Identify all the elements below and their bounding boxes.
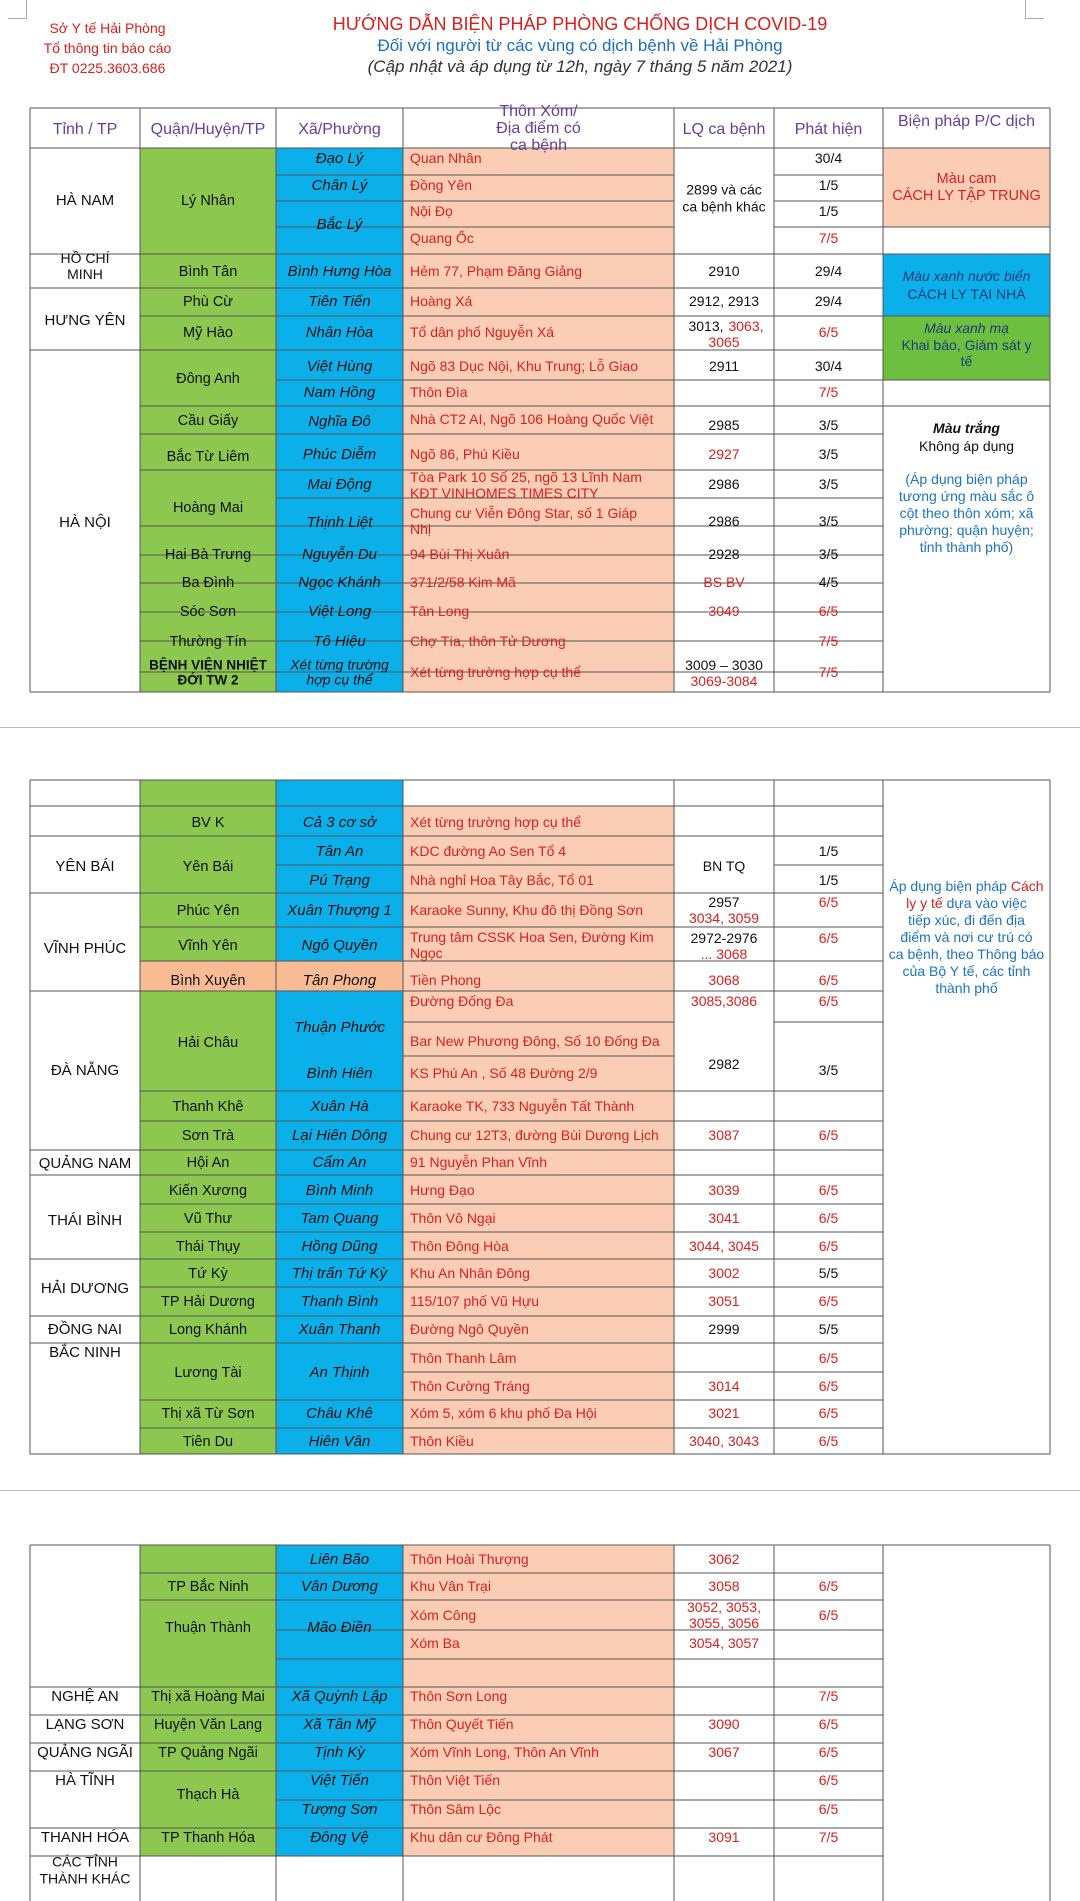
place-name: Nhà CT2 AI, Ngõ 106 Hoàng Quốc Việt: [410, 411, 654, 427]
case-ref: 3087: [708, 1127, 740, 1143]
district-name: Đông Anh: [176, 371, 240, 387]
place-name: KDC đường Ao Sen Tổ 4: [410, 843, 567, 859]
ward-name: Cả 3 cơ sở: [302, 814, 377, 831]
case-ref: 3052, 3053,: [687, 1599, 761, 1615]
province-name: ĐỒNG NAI: [47, 1321, 123, 1338]
ward-name: Tiên Tiến: [308, 293, 371, 310]
place-name: Đường Đống Đa: [410, 993, 514, 1009]
province-name: CÁC TỈNH THÀNH KHÁC: [39, 1853, 131, 1887]
detection-date: 6/5: [818, 324, 839, 340]
ward-name: Nam Hồng: [303, 384, 376, 401]
case-ref: BN TQ: [702, 858, 746, 874]
ward-name: Cẩm An: [312, 1154, 367, 1171]
province-name: HƯNG YÊN: [44, 312, 126, 329]
place-name: Khu dân cư Đông Phát: [410, 1829, 553, 1845]
document-updated: (Cập nhật và áp dụng từ 12h, ngày 7 tháng 5 năm 2021): [367, 57, 793, 76]
legend-text: Không áp dụng: [919, 438, 1014, 454]
ward-name: Đông Vệ: [310, 1829, 369, 1846]
detection-date: 5/5: [818, 1265, 839, 1281]
case-ref: 2986: [708, 513, 740, 529]
province-name: HÀ NAM: [55, 192, 115, 209]
place-name: 371/2/58 Kim Mã: [410, 574, 516, 590]
province-name: BẮC NINH: [49, 1344, 121, 1361]
column-header: LQ ca bệnh: [682, 121, 766, 138]
case-ref: 2982: [708, 1056, 740, 1072]
ward-name: Thịnh Liệt: [306, 514, 373, 531]
place-name: Thôn Kiều: [410, 1433, 474, 1449]
case-ref: 3090: [708, 1716, 740, 1732]
place-name: Tiền Phong: [410, 972, 482, 988]
province-name: QUẢNG NGÃI: [37, 1744, 133, 1761]
detection-date: 3/5: [818, 546, 839, 562]
place-name: 115/107 phố Vũ Hựu: [410, 1293, 539, 1309]
ward-name: Liên Bão: [309, 1551, 370, 1568]
place-name: Chợ Tía, thôn Tử Dương: [410, 633, 566, 649]
ward-name: Việt Hùng: [306, 358, 373, 375]
province-name: LẠNG SƠN: [45, 1716, 125, 1733]
case-ref: 3041: [708, 1210, 740, 1226]
case-ref: 3039: [708, 1182, 740, 1198]
district-name: TP Hải Dương: [161, 1294, 255, 1310]
case-ref: 3054, 3057: [688, 1635, 760, 1651]
place-name: Thôn Sơn Long: [410, 1688, 508, 1704]
legend-text: Màu trắng: [933, 420, 1000, 436]
case-ref: 3091: [708, 1829, 740, 1845]
place-name: Trung tâm CSSK Hoa Sen, Đường Kim Ngọc: [410, 929, 654, 961]
place-name: Khu An Nhân Đông: [410, 1265, 530, 1281]
detection-date: 7/5: [818, 384, 839, 400]
district-name: Kiến Xương: [168, 1183, 248, 1199]
ward-name: Xét từng trường hợp cụ thể: [290, 656, 389, 688]
place-name: Tổ dân phố Nguyễn Xá: [410, 324, 554, 340]
district-name: Phù Cừ: [182, 294, 234, 310]
place-name: Thôn Quyết Tiến: [410, 1716, 514, 1732]
case-ref: 3085,3086: [690, 993, 758, 1009]
ward-name: Xuân Thượng 1: [287, 902, 392, 919]
legend-text: CÁCH LY TẬP TRUNG: [892, 188, 1041, 204]
ward-name: Thuận Phước: [293, 1019, 386, 1036]
case-ref: 3067: [708, 1744, 740, 1760]
detection-date: 30/4: [814, 150, 843, 166]
province-name: QUẢNG NAM: [38, 1155, 132, 1172]
place-name: Thôn Vô Ngại: [410, 1210, 496, 1226]
place-name: Chung cư Viễn Đông Star, số 1 Giáp Nhị: [410, 505, 638, 537]
detection-date: 1/5: [818, 843, 839, 859]
legend-text: Màu xanh nước biển: [902, 268, 1031, 284]
place-name: Hẻm 77, Phạm Đăng Giảng: [410, 263, 582, 279]
detection-date: 6/5: [818, 1350, 839, 1366]
case-ref: 3034, 3059: [688, 910, 760, 926]
district-name: Yên Bái: [182, 859, 234, 875]
place-name: Karaoke Sunny, Khu đô thị Đồng Sơn: [410, 902, 644, 918]
detection-date: 3/5: [818, 1062, 839, 1078]
case-ref: 2957: [708, 894, 740, 910]
case-ref: 3051: [708, 1293, 740, 1309]
province-name: HÀ NỘI: [59, 514, 111, 531]
district-name: Vĩnh Yên: [178, 938, 238, 954]
org-phone: ĐT 0225.3603.686: [49, 60, 166, 76]
case-ref: 3069-3084: [690, 673, 758, 689]
detection-date: 1/5: [818, 177, 839, 193]
detection-date: 7/5: [818, 664, 839, 680]
place-name: Hưng Đạo: [410, 1182, 475, 1198]
district-name: Sóc Sơn: [179, 604, 237, 620]
province-name: THÁI BÌNH: [47, 1212, 123, 1229]
detection-date: 1/5: [818, 203, 839, 219]
case-ref: 3068: [708, 972, 740, 988]
legend-text: Khai báo, Giám sát y tế: [901, 337, 1032, 369]
place-name: Nhà nghỉ Hoa Tây Bắc, Tổ 01: [410, 872, 594, 888]
case-ref: 3013,: [688, 318, 724, 334]
detection-date: 6/5: [818, 1716, 839, 1732]
district-name: BV K: [191, 815, 225, 831]
province-name: YÊN BÁI: [55, 858, 115, 875]
detection-date: 30/4: [814, 358, 843, 374]
ward-name: Tam Quang: [300, 1210, 379, 1227]
column-header: Biện pháp P/C dịch: [898, 113, 1035, 130]
case-ref: 2972-2976: [690, 930, 758, 946]
detection-date: 7/5: [818, 633, 839, 649]
province-name: HỒ CHÍ MINH: [60, 250, 110, 282]
place-name: Xóm 5, xóm 6 khu phố Đa Hội: [410, 1405, 597, 1421]
org-name: Sở Y tế Hải Phòng: [49, 20, 166, 36]
detection-date: 6/5: [818, 993, 839, 1009]
case-ref: ... 3068: [700, 946, 748, 962]
detection-date: 6/5: [818, 1405, 839, 1421]
district-name: TP Quảng Ngãi: [158, 1745, 258, 1761]
ward-name: Xuân Thanh: [298, 1321, 381, 1338]
place-name: Thôn Thanh Lâm: [410, 1350, 517, 1366]
ward-name: Bình Hưng Hòa: [287, 263, 392, 280]
case-ref: 2999: [708, 1321, 740, 1337]
place-name: Thôn Đông Hòa: [410, 1238, 509, 1254]
province-name: NGHỆ AN: [51, 1688, 119, 1705]
ward-name: Bắc Lý: [316, 216, 363, 233]
district-name: Lý Nhân: [180, 193, 236, 209]
province-name: HÀ TĨNH: [55, 1772, 115, 1789]
place-name: Xóm Công: [410, 1607, 477, 1623]
district-name: Thường Tín: [169, 634, 247, 650]
detection-date: 29/4: [814, 293, 843, 309]
ward-name: Đạo Lý: [315, 150, 364, 167]
province-name: VĨNH PHÚC: [43, 940, 127, 957]
ward-name: Bình Minh: [305, 1182, 374, 1199]
place-name: Đường Ngô Quyền: [410, 1321, 529, 1337]
case-ref: 3014: [708, 1378, 740, 1394]
detection-date: 6/5: [818, 1607, 839, 1623]
place-name: Tòa Park 10 Số 25, ngõ 13 Lĩnh Nam KĐT VINHOMES TIMES CITY: [410, 469, 642, 501]
detection-date: 6/5: [818, 1127, 839, 1143]
place-name: Xét từng trường hợp cụ thể: [410, 814, 581, 830]
place-name: Hoàng Xá: [410, 293, 473, 309]
ward-name: Ngọc Khánh: [298, 574, 381, 591]
place-name: Thôn Việt Tiến: [410, 1772, 501, 1788]
district-name: TP Thanh Hóa: [161, 1830, 255, 1846]
district-name: BỆNH VIỆN NHIỆT ĐỚI TW 2: [149, 657, 267, 688]
ward-name: Lại Hiên Dông: [291, 1127, 388, 1144]
case-ref: 2928: [708, 546, 740, 562]
ward-name: Tân An: [315, 843, 364, 860]
place-name: Nội Đọ: [410, 203, 453, 219]
ward-name: Vân Dương: [301, 1578, 378, 1595]
legend-note: (Áp dụng biện pháp tương ứng màu sắc ô cột theo thôn xóm; xã phường; quận huyện; tỉnh thành phố): [898, 471, 1035, 555]
place-name: Đồng Yên: [410, 177, 473, 193]
case-ref: 3055, 3056: [688, 1615, 760, 1631]
ward-name: Chân Lý: [311, 177, 368, 194]
place-name: Bar New Phương Đông, Số 10 Đống Đa: [410, 1033, 660, 1049]
detection-date: 7/5: [818, 1688, 839, 1704]
place-name: Chung cư 12T3, đường Bùi Dương Lịch: [410, 1127, 659, 1143]
ward-name: Xã Tân Mỹ: [303, 1716, 376, 1733]
district-name: Bình Xuyên: [170, 973, 246, 989]
legend-text: Màu cam: [936, 171, 997, 187]
place-name: KS Phú An , Số 48 Đường 2/9: [410, 1065, 598, 1081]
ward-name: Bình Hiên: [306, 1065, 373, 1082]
district-name: Cầu Giấy: [177, 413, 239, 429]
case-ref: 3062: [708, 1551, 740, 1567]
detection-date: 29/4: [814, 263, 843, 279]
ward-name: Châu Khê: [306, 1405, 373, 1422]
place-name: Quang Ốc: [410, 230, 474, 246]
case-ref: 3044, 3045: [688, 1238, 760, 1254]
case-ref: 2912, 2913: [688, 293, 760, 309]
place-name: Khu Vân Trại: [410, 1578, 491, 1594]
ward-name: Nhân Hòa: [305, 324, 374, 341]
detection-date: 6/5: [818, 1182, 839, 1198]
place-name: 91 Nguyễn Phan Vĩnh: [410, 1154, 547, 1170]
district-name: Sơn Trà: [181, 1128, 235, 1144]
place-name: Thôn Hoài Thượng: [410, 1551, 529, 1567]
detection-date: 3/5: [818, 513, 839, 529]
ward-name: An Thịnh: [309, 1364, 370, 1381]
detection-date: 6/5: [818, 930, 839, 946]
district-name: Thị xã Từ Sơn: [161, 1406, 255, 1422]
district-name: Thái Thụy: [175, 1239, 241, 1255]
detection-date: 6/5: [818, 1801, 839, 1817]
detection-date: 6/5: [818, 1578, 839, 1594]
detection-date: 4/5: [818, 574, 839, 590]
ward-name: Xuân Hà: [310, 1098, 369, 1115]
district-name: Vũ Thư: [183, 1211, 233, 1227]
province-name: ĐÀ NẴNG: [50, 1062, 120, 1079]
place-name: Xóm Ba: [410, 1635, 460, 1651]
detection-date: 3/5: [818, 417, 839, 433]
ward-name: Thanh Bình: [300, 1293, 379, 1310]
province-name: HẢI DƯƠNG: [40, 1280, 130, 1297]
case-ref: 3063, 3065: [708, 318, 764, 350]
column-header: Phát hiện: [794, 121, 863, 138]
case-ref: 3002: [708, 1265, 740, 1281]
district-name: Lương Tài: [174, 1365, 242, 1381]
case-ref: 2911: [708, 358, 740, 374]
ward-name: Việt Long: [307, 603, 372, 620]
detection-date: 6/5: [818, 1772, 839, 1788]
district-name: Huyện Văn Lang: [153, 1717, 263, 1733]
case-ref: 2985: [708, 417, 740, 433]
district-name: Phúc Yên: [176, 903, 240, 919]
place-name: Xóm Vĩnh Long, Thôn An Vĩnh: [410, 1744, 599, 1760]
ward-name: Việt Tiến: [310, 1772, 369, 1789]
case-ref: 2927: [708, 446, 740, 462]
column-header: Thôn Xóm/ Địa điểm có ca bệnh: [496, 103, 581, 154]
place-name: Ngõ 86, Phú Kiều: [410, 446, 520, 462]
detection-date: 6/5: [818, 894, 839, 910]
ward-name: Tịnh Kỳ: [314, 1744, 365, 1761]
district-name: Thuận Thành: [165, 1620, 251, 1636]
legend-text: CÁCH LY TẠI NHÀ: [907, 286, 1026, 302]
district-name: Bình Tân: [178, 264, 238, 280]
district-name: Hoàng Mai: [172, 500, 244, 516]
column-header: Quận/Huyện/TP: [150, 121, 266, 138]
detection-date: 3/5: [818, 476, 839, 492]
document-title: HƯỚNG DẪN BIỆN PHÁP PHÒNG CHỐNG DỊCH COVID-19: [332, 14, 828, 34]
district-name: Thanh Khê: [172, 1099, 244, 1115]
ward-name: Nguyễn Du: [301, 546, 378, 563]
detection-date: 6/5: [818, 1378, 839, 1394]
place-name: Quan Nhân: [410, 150, 482, 166]
detection-date: 7/5: [818, 230, 839, 246]
cell-fill: [140, 254, 276, 692]
district-name: Thạch Hà: [176, 1787, 240, 1803]
district-name: TP Bắc Ninh: [167, 1579, 249, 1595]
case-ref: 2910: [708, 263, 740, 279]
legend-blue: [883, 254, 1050, 316]
place-name: Thôn Đìa: [410, 384, 468, 400]
district-name: Ba Đình: [181, 575, 235, 591]
province-name: THANH HÓA: [40, 1829, 130, 1846]
district-name: Mỹ Hào: [183, 325, 233, 341]
ward-name: Xã Quỳnh Lập: [291, 1688, 388, 1705]
place-name: Xét từng trường hợp cụ thể: [410, 664, 581, 680]
ward-name: Tân Phong: [302, 972, 377, 989]
ward-name: Mai Động: [307, 476, 372, 493]
detection-date: 5/5: [818, 1321, 839, 1337]
district-name: Thị xã Hoàng Mai: [151, 1689, 265, 1705]
detection-date: 6/5: [818, 1293, 839, 1309]
place-name: Ngõ 83 Dục Nội, Khu Trung; Lỗ Giao: [410, 358, 639, 374]
district-name: Hai Bà Trưng: [164, 547, 252, 563]
ward-name: Tô Hiệu: [313, 633, 366, 650]
district-name: Hội An: [186, 1155, 230, 1171]
ward-name: Nghĩa Đô: [308, 413, 371, 430]
district-name: Long Khánh: [168, 1322, 248, 1338]
legend-text: Màu xanh mạ: [924, 320, 1009, 336]
ward-name: Hồng Dũng: [301, 1238, 378, 1255]
case-ref: 3049: [708, 603, 740, 619]
case-ref: 3021: [708, 1405, 740, 1421]
legend-note: Áp dụng biện pháp Cách ly y tế dựa vào việc tiếp xúc, đi đến địa điểm và nơi cư trú có ca bệnh, theo Thông báo của Bộ Y tế, các tỉnh thành phố: [888, 878, 1045, 996]
place-name: Karaoke TK, 733 Nguyễn Tất Thành: [410, 1098, 635, 1114]
ward-name: Mão Điền: [307, 1619, 372, 1636]
ward-name: Hiên Vân: [308, 1433, 371, 1450]
place-name: Thôn Cường Tráng: [410, 1378, 530, 1394]
detection-date: 6/5: [818, 1433, 839, 1449]
district-name: Tứ Kỳ: [188, 1266, 228, 1282]
place-name: Thôn Sâm Lộc: [410, 1801, 502, 1817]
district-name: Bắc Từ Liêm: [166, 449, 250, 465]
detection-date: 3/5: [818, 446, 839, 462]
detection-date: 6/5: [818, 1238, 839, 1254]
column-header: Xã/Phường: [298, 121, 381, 138]
place-name: Tân Long: [410, 603, 470, 619]
case-ref: 3009 – 3030: [685, 657, 763, 673]
detection-date: 7/5: [818, 1829, 839, 1845]
case-ref: 3040, 3043: [688, 1433, 760, 1449]
detection-date: 6/5: [818, 972, 839, 988]
district-name: Hải Châu: [177, 1035, 239, 1051]
ward-name: Ngô Quyền: [301, 937, 378, 954]
detection-date: 6/5: [818, 1744, 839, 1760]
org-unit: Tổ thông tin báo cáo: [43, 40, 172, 56]
document-subtitle: Đối với người từ các vùng có dịch bệnh về Hải Phòng: [377, 36, 783, 55]
place-name: 94 Bùi Thị Xuân: [410, 546, 510, 562]
case-ref: 3058: [708, 1578, 740, 1594]
detection-date: 6/5: [818, 603, 839, 619]
ward-name: Pú Trạng: [309, 872, 370, 889]
district-name: Tiên Du: [182, 1434, 234, 1450]
ward-name: Phúc Diễm: [302, 446, 377, 463]
ward-name: Thị trấn Tứ Kỳ: [291, 1265, 388, 1282]
cell-fill: [140, 780, 276, 1454]
detection-date: 6/5: [818, 1210, 839, 1226]
case-ref: BS BV: [703, 574, 745, 590]
detection-date: 1/5: [818, 872, 839, 888]
ward-name: Tượng Sơn: [301, 1801, 378, 1818]
column-header: Tỉnh / TP: [52, 121, 118, 138]
case-ref: 2986: [708, 476, 740, 492]
case-ref: 2899 và các ca bệnh khác: [682, 181, 766, 215]
